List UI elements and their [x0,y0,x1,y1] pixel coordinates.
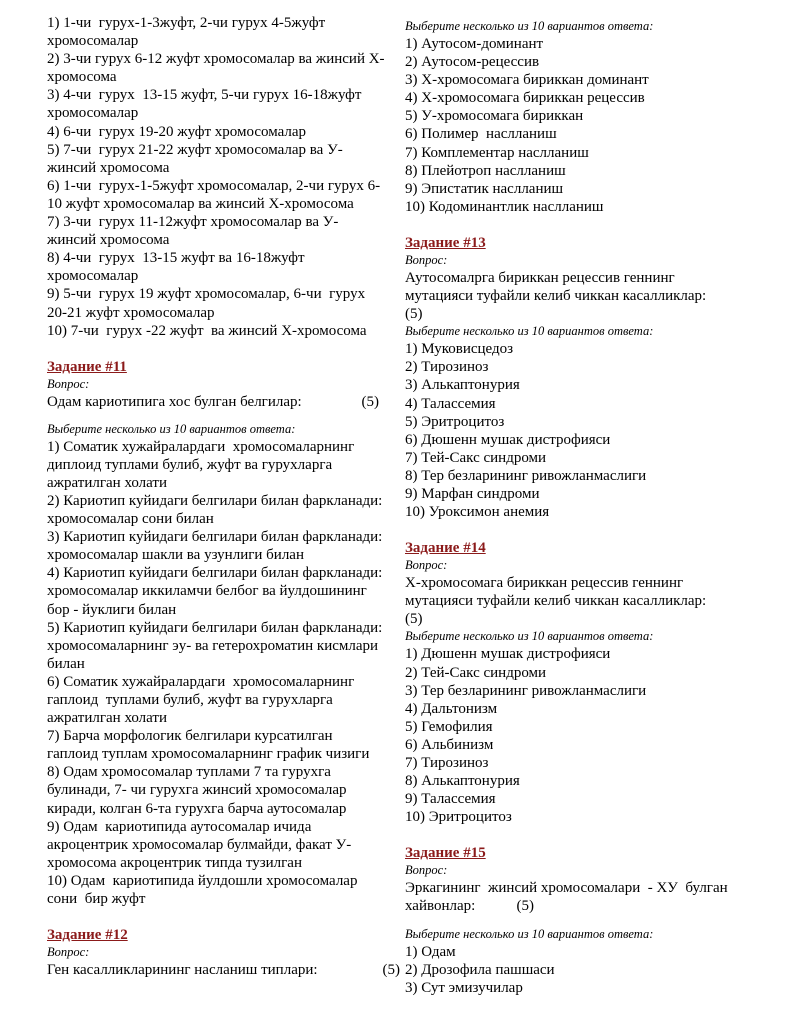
answer-option[interactable]: 1) 1-чи гурух-1-3жуфт, 2-чи гурух 4-5жуфт хромосомалар [47,15,326,50]
answer-option[interactable]: 10) Кодоминантлик наслланиш [405,198,604,215]
answer-option[interactable]: 9) 5-чи гурух 19 жуфт хромосомалар, 6-чи гурух 20-21 жуфт хромосомалар [47,286,366,321]
answer-option[interactable]: 8) Одам хромосомалар туплами 7 та гурухга булинади, 7- чи гурухга жинсий хромосомалар киради, колган 6-та гурухга барча аутосомалар [47,764,347,817]
task-heading: Задание #13 [405,234,486,251]
answer-option[interactable]: 10) Эритроцитоз [405,809,512,826]
answer-count: (5) [361,393,379,410]
task-14 [405,539,757,826]
question-text: Аутосомалрга бириккан рецессив геннинг мутацияси туфайли келиб чиккан касалликлар: (5) [405,269,757,323]
prev-task-options [47,14,402,340]
answer-option[interactable]: 7) Барча морфологик белгилари курсатилган гаплоид туплам хромосомаларнинг график чизиги [47,728,370,763]
answer-option[interactable]: 2) 3-чи гурух 6-12 жуфт хромосомалар ва жинсий Х- хромосома [47,51,385,86]
instruction-text: Выберите несколько из 10 вариантов ответа: [405,926,654,941]
question-text: Эркагининг жинсий хромосомалари - ХУ булган хайвонлар: (5) [405,880,728,915]
answer-option[interactable]: 7) Тей-Сакс синдроми [405,449,547,466]
instruction-text: Выберите несколько из 10 вариантов ответа: [405,324,654,339]
instruction-text: Выберите несколько из 10 вариантов ответа: [405,629,654,644]
answer-option[interactable]: 2) Тей-Сакс синдроми [405,664,547,681]
answer-option[interactable]: 9) Талассемия [405,791,496,808]
answer-option[interactable]: 5) У-хромосомага бириккан [405,108,584,125]
answer-count: (5) [405,306,423,323]
task-12-continued [405,18,757,216]
answer-count: (5) [405,611,423,628]
answer-option[interactable]: 2) Аутосом-рецессив [405,54,540,71]
answer-option[interactable]: 1) Муковисцедоз [405,341,514,358]
task-heading: Задание #11 [47,358,127,375]
instruction-text: Выберите несколько из 10 вариантов ответа: [47,421,296,436]
answer-option[interactable]: 7) Комплементар наслланиш [405,144,589,161]
answer-option[interactable]: 5) Кариотип куйидаги белгилари билан фаркланади: хромосомаларнинг эу- ва гетерохроматин кисмлари билан [47,619,383,672]
answer-option[interactable]: 4) Талассемия [405,395,496,412]
answer-option[interactable]: 4) 6-чи гурух 19-20 жуфт хромосомалар [47,123,307,140]
task-13 [405,234,757,521]
task-15 [405,844,757,996]
answer-option[interactable]: 1) Одам [405,943,456,960]
question-label: Вопрос: [405,558,448,573]
answer-count: (5) [382,962,400,979]
question-text: Одам кариотипига хос булган белгилар: (5) [47,393,379,410]
answer-option[interactable]: 3) Тер безларининг ривожланмаслиги [405,682,647,699]
left-column [47,14,402,979]
task-heading: Задание #15 [405,845,486,862]
answer-option[interactable]: 2) Тирозиноз [405,359,489,376]
answer-option[interactable]: 2) Кариотип куйидаги белгилари билан фаркланади: хромосомалар сони билан [47,492,383,528]
answer-option[interactable]: 5) 7-чи гурух 21-22 жуфт хромосомалар ва У- жинсий хромосома [47,141,343,176]
task-11 [47,358,402,908]
answer-option[interactable]: 1) Аутосом-доминант [405,36,544,52]
answer-option[interactable]: 10) 7-чи гурух -22 жуфт ва жинсий Х-хромосома [47,322,367,339]
question-label: Вопрос: [47,376,90,391]
task-heading: Задание #14 [405,540,486,557]
answer-option[interactable]: 6) Полимер наслланиш [405,126,557,143]
answer-option[interactable]: 9) Одам кариотипида аутосомалар ичида акроцентрик хромосомалар булмайди, факат У- хромосома акроцентрик типда тузилган [47,818,352,871]
answer-option[interactable]: 8) Плейотроп наслланиш [405,162,566,179]
answer-option[interactable]: 3) Алькаптонурия [405,377,520,394]
answer-option[interactable]: 9) Марфан синдроми [405,485,540,502]
answer-option[interactable]: 1) Соматик хужайралардаги хромосомаларнинг диплоид туплами булиб, жуфт ва гурухларга ажратилган холати [47,438,355,491]
answer-option[interactable]: 10) Уроксимон анемия [405,504,550,521]
answer-option[interactable]: 8) Алькаптонурия [405,773,520,790]
task-12 [47,926,402,979]
answer-option[interactable]: 7) Тирозиноз [405,755,489,771]
task-heading: Задание #12 [47,927,128,944]
right-column [405,18,757,997]
answer-option[interactable]: 4) Х-хромосомага бириккан рецессив [405,90,645,107]
question-label: Вопрос: [405,863,448,878]
answer-option[interactable]: 3) 4-чи гурух 13-15 жуфт, 5-чи гурух 16-18жуфт хромосомалар [47,87,362,122]
answer-option[interactable]: 6) Соматик хужайралардаги хромосомаларнинг гаплоид туплами булиб, жуфт ва гурухларга ажратилган холати [47,673,355,727]
answer-option[interactable]: 8) Тер безларининг ривожланмаслиги [405,467,647,484]
answer-option[interactable]: 1) Дюшенн мушак дистрофияси [405,646,611,663]
answer-option[interactable]: 8) 4-чи гурух 13-15 жуфт ва 16-18жуфт хромосомалар [47,250,305,285]
instruction-text: Выберите несколько из 10 вариантов ответа: [405,19,654,33]
answer-option[interactable]: 6) Альбинизм [405,736,494,753]
answer-option[interactable]: 9) Эпистатик наслланиш [405,180,564,197]
answer-option[interactable]: 6) 1-чи гурух-1-5жуфт хромосомалар, 2-чи гурух 6- 10 жуфт хромосомалар ва жинсий Х-хромосома [47,177,381,212]
answer-option[interactable]: 6) Дюшенн мушак дистрофияси [405,431,611,448]
answer-option[interactable]: 10) Одам кариотипида йулдошли хромосомалар сони бир жуфт [47,872,358,908]
answer-option[interactable]: 3) Кариотип куйидаги белгилари билан фаркланади: хромосомалар шакли ва узунлиги билан [47,529,383,564]
answer-option[interactable]: 4) Дальтонизм [405,700,498,717]
answer-option[interactable]: 2) Дрозофила пашшаси [405,961,555,978]
question-label: Вопрос: [47,945,90,960]
question-text: Ген касалликларининг насланиш типлари: (5) [47,962,400,979]
answer-option[interactable]: 5) Эритроцитоз [405,413,505,430]
question-label: Вопрос: [405,252,448,267]
answer-option[interactable]: 7) 3-чи гурух 11-12жуфт хромосомалар ва У- жинсий хромосома [47,214,339,249]
answer-option[interactable]: 5) Гемофилия [405,718,493,735]
answer-option[interactable]: 3) Х-хромосомага бириккан доминант [405,72,649,89]
question-text: Х-хромосомага бириккан рецессив геннинг мутацияси туфайли келиб чиккан касалликлар: (5) [405,574,757,628]
answer-option[interactable]: 4) Кариотип куйидаги белгилари билан фаркланади: хромосомалар иккиламчи белбог ва йулдошининг бор - йуклиги билан [47,565,383,618]
answer-option[interactable]: 3) Сут эмизучилар [405,979,523,996]
